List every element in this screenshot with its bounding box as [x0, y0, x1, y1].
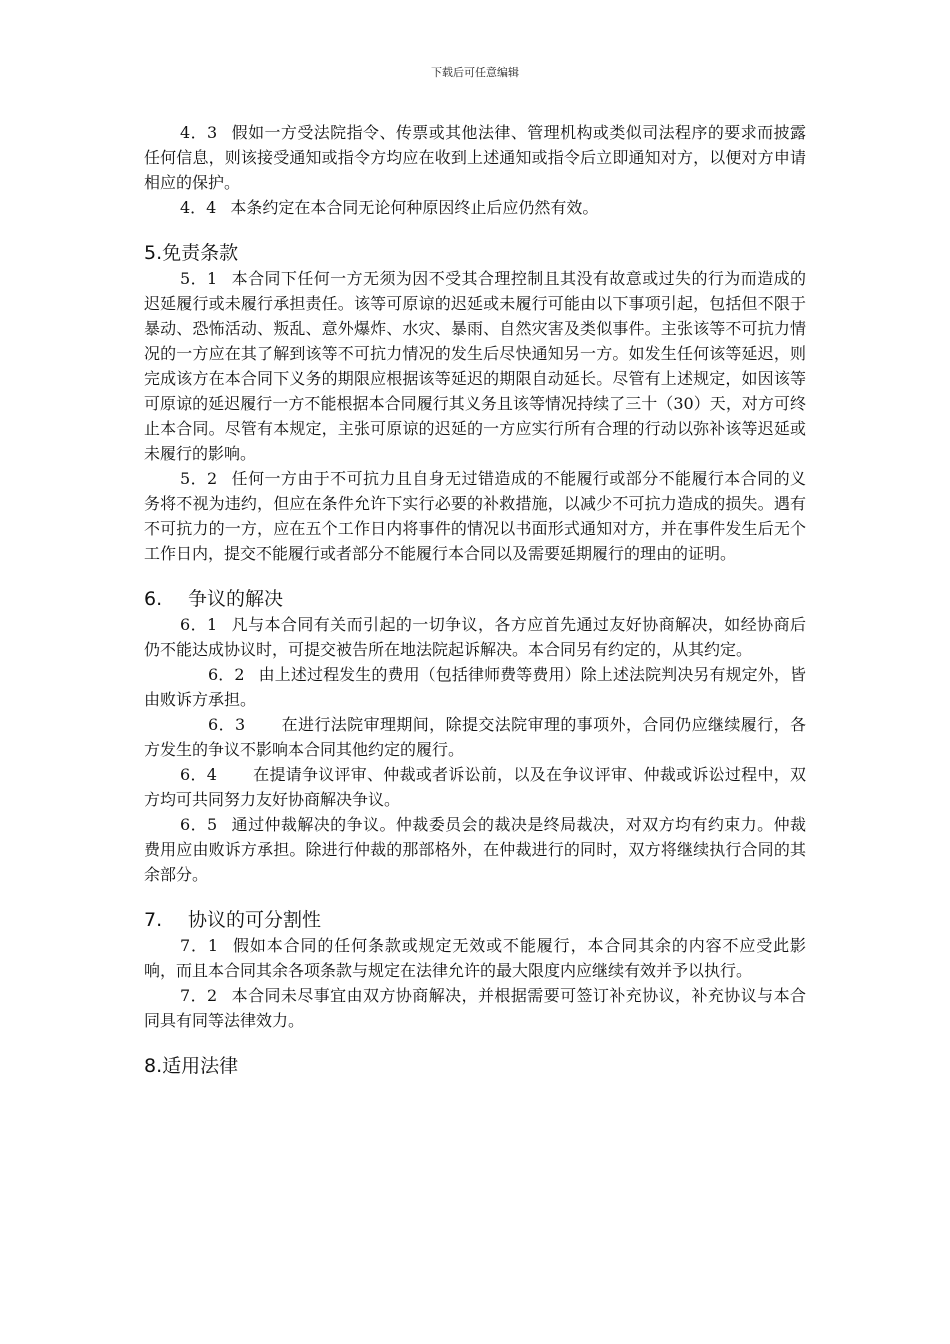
section-heading-8: [144, 1053, 806, 1079]
clause-4-3: [144, 120, 806, 195]
section-number: 8.: [144, 1055, 163, 1077]
clause-7-2: [144, 983, 806, 1033]
clause-number: 6．5: [180, 815, 218, 834]
clause-text: 任何一方由于不可抗力且自身无过错造成的不能履行或部分不能履行本合同的义务将不视为违约，但应在条件允许下实行必要的补救措施，以减少不可抗力造成的损失。遇有不可抗力的一方，应在五个工作日内将事件的情况以书面形式通知对方，并在事件发生后无个工作日内，提交不能履行或者部分不能履行本合同以及需要延期履行的理由的证明。: [144, 469, 806, 563]
section-title: 适用法律: [162, 1055, 239, 1077]
clause-number: 6．2: [208, 665, 245, 684]
section-title: 争议的解决: [188, 588, 284, 610]
clause-text: 通过仲裁解决的争议。仲裁委员会的裁决是终局裁决，对双方均有约束力。仲裁费用应由败诉方承担。除进行仲裁的那部格外，在仲裁进行的同时，双方将继续执行合同的其余部分。: [144, 815, 806, 884]
section-title: 免责条款: [162, 242, 239, 264]
clause-number: 7．1: [180, 936, 219, 955]
clause-text: 本条约定在本合同无论何种原因终止后应仍然有效。: [230, 198, 599, 217]
clause-number: 4．3: [180, 123, 218, 142]
section-heading-5: [144, 240, 806, 266]
clause-6-3: [144, 712, 806, 762]
section-number: 6.: [144, 588, 163, 610]
clause-number: 4．4: [180, 198, 217, 217]
clause-number: 6．1: [180, 615, 218, 634]
clause-number: 5．1: [180, 269, 218, 288]
clause-6-2: [144, 662, 806, 712]
clause-text: 凡与本合同有关而引起的一切争议，各方应首先通过友好协商解决，如经协商后仍不能达成协议时，可提交被告所在地法院起诉解决。本合同另有约定的，从其约定。: [144, 615, 806, 659]
clause-7-1: [144, 933, 806, 983]
page-header: 下载后可任意编辑: [431, 66, 519, 79]
clause-number: 6．3: [208, 715, 246, 734]
clause-6-1: [144, 612, 806, 662]
clause-text: 在提请争议评审、仲裁或者诉讼前，以及在争议评审、仲裁或诉讼过程中，双方均可共同努力友好协商解决争议。: [144, 765, 806, 809]
clause-text: 假如一方受法院指令、传票或其他法律、管理机构或类似司法程序的要求而披露任何信息，则该接受通知或指令方均应在收到上述通知或指令后立即通知对方，以便对方申请相应的保护。: [144, 123, 806, 192]
clause-5-1: [144, 266, 806, 466]
clause-text: 在进行法院审理期间，除提交法院审理的事项外，合同仍应继续履行，各方发生的争议不影响本合同其他约定的履行。: [144, 715, 806, 759]
document-body: [144, 120, 806, 1079]
section-heading-7: [144, 907, 806, 933]
clause-number: 5．2: [180, 469, 218, 488]
clause-text: 本合同下任何一方无须为因不受其合理控制且其没有故意或过失的行为而造成的迟延履行或未履行承担责任。该等可原谅的迟延或未履行可能由以下事项引起，包括但不限于暴动、恐怖活动、叛乱、意外爆炸、水灾、暴雨、自然灾害及类似事件。主张该等不可抗力情况的一方应在其了解到该等不可抗力情况的发生后尽快通知另一方。如发生任何该等延迟，则完成该方在本合同下义务的期限应根据该等延迟的期限自动延长。尽管有上述规定，如因该等可原谅的延迟履行一方不能根据本合同履行其义务且该等情况持续了三十（30）天，对方可终止本合同。尽管有本规定，主张可原谅的迟延的一方应实行所有合理的行动以弥补该等迟延或未履行的影响。: [144, 269, 806, 463]
clause-text: 本合同未尽事宜由双方协商解决，并根据需要可签订补充协议，补充协议与本合同具有同等法律效力。: [144, 986, 806, 1030]
clause-number: 7．2: [180, 986, 218, 1005]
section-number: 7.: [144, 909, 163, 931]
clause-number: 6．4: [180, 765, 217, 784]
clause-6-4: [144, 762, 806, 812]
clause-text: 由上述过程发生的费用（包括律师费等费用）除上述法院判决另有规定外，皆由败诉方承担。: [144, 665, 806, 709]
section-number: 5.: [144, 242, 163, 264]
section-title: 协议的可分割性: [188, 909, 322, 931]
clause-4-4: [144, 195, 806, 220]
section-heading-6: [144, 586, 806, 612]
clause-5-2: [144, 466, 806, 566]
clause-text: 假如本合同的任何条款或规定无效或不能履行，本合同其余的内容不应受此影响，而且本合同其余各项条款与规定在法律允许的最大限度内应继续有效并予以执行。: [144, 936, 806, 980]
clause-6-5: [144, 812, 806, 887]
